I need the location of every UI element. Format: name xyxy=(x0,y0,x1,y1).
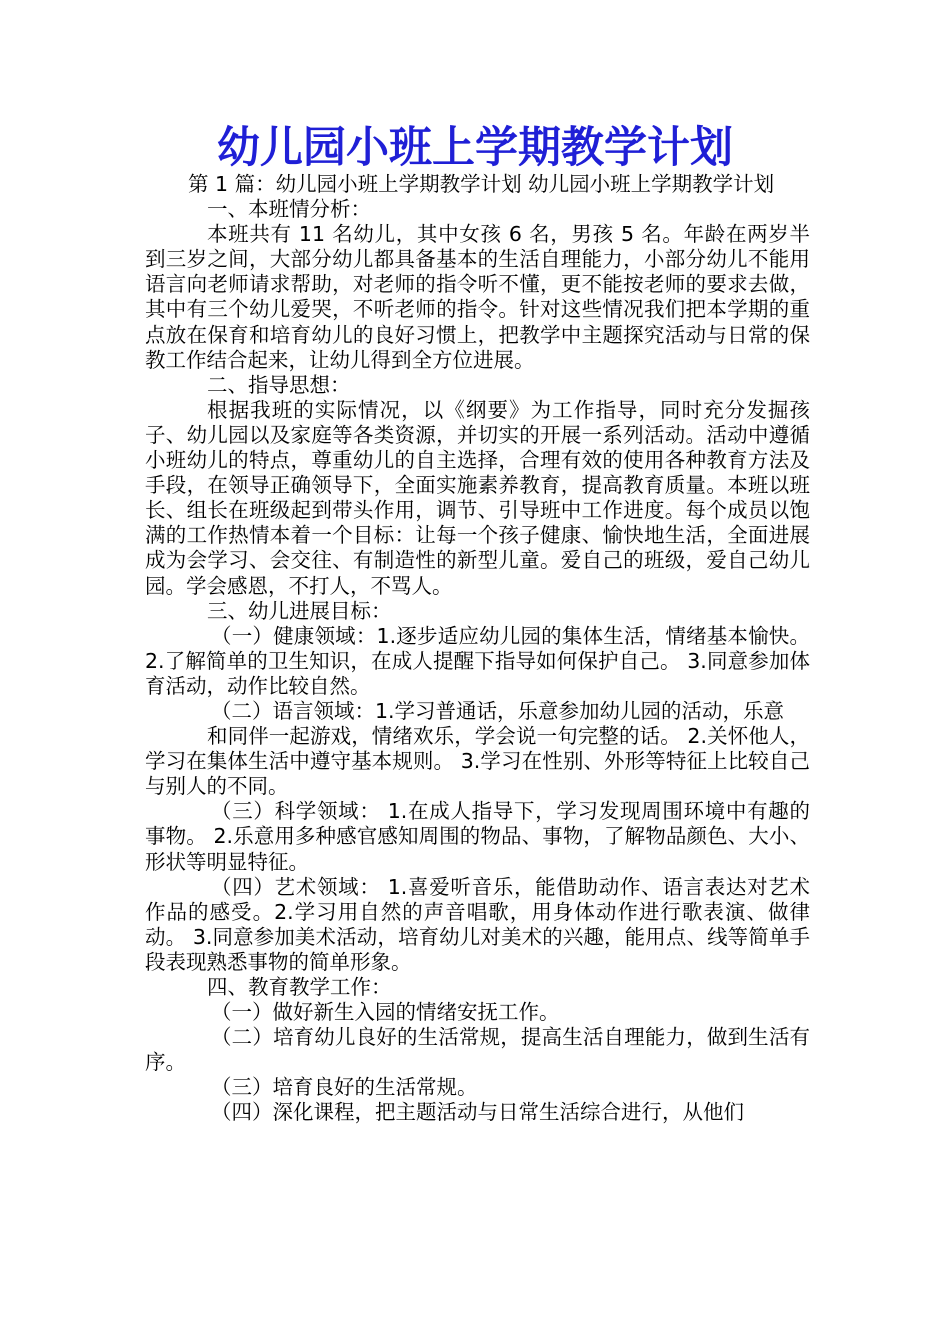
list-item-teaching-2: （二）培育幼儿良好的生活常规，提高生活自理能力，做到生活有序。 xyxy=(145,1025,810,1075)
list-item-teaching-3: （三）培育良好的生活常规。 xyxy=(211,1075,478,1100)
section-heading-part1: 第 1 篇：幼儿园小班上学期教学计划 幼儿园小班上学期教学计划 xyxy=(188,172,775,196)
paragraph-language-domain-cont: 和同伴一起游戏，情绪欢乐，学会说一句完整的话。 2.关怀他人，学习在集体生活中遵守基本规则。 3.学习在性别、外形等特征上比较自己与别人的不同。 xyxy=(145,724,810,799)
section-heading-class-analysis: 一、本班情分析： xyxy=(207,197,371,222)
list-item-teaching-1: （一）做好新生入园的情绪安抚工作。 xyxy=(211,1000,560,1025)
document-title: 幼儿园小班上学期教学计划 xyxy=(217,123,733,173)
paragraph-science-domain: （三）科学领域： 1.在成人指导下，学习发现周围环境中有趣的事物。 2.乐意用多种感官感知周围的物品、事物，了解物品颜色、大小、形状等明显特征。 xyxy=(145,799,810,874)
list-item-teaching-4: （四）深化课程，把主题活动与日常生活综合进行，从他们 xyxy=(211,1100,744,1125)
document-body xyxy=(145,172,810,1126)
section-heading-guiding-ideology: 二、指导思想： xyxy=(207,372,351,397)
paragraph-health-domain: （一）健康领域：1.逐步适应幼儿园的集体生活，情绪基本愉快。2.了解简单的卫生知识，在成人提醒下指导如何保护自己。 3.同意参加体育活动，动作比较自然。 xyxy=(145,623,810,698)
section-heading-development-goals: 三、幼儿进展目标： xyxy=(207,598,392,623)
paragraph-class-analysis: 本班共有 11 名幼儿，其中女孩 6 名，男孩 5 名。年龄在两岁半到三岁之间，大部分幼儿都具备基本的生活自理能力，小部分幼儿不能用语言向老师请求帮助，对老师的指令听不懂，更不能按老师的要求去做，其中有三个幼儿爱哭，不听老师的指令。针对这些情况我们把本学期的重点放在保育和培育幼儿的良好习惯上，把教学中主题探究活动与日常的保教工作结合起来，让幼儿得到全方位进展。 xyxy=(145,222,810,372)
paragraph-guiding-ideology: 根据我班的实际情况，以《纲要》为工作指导，同时充分发掘孩子、幼儿园以及家庭等各类资源，并切实的开展一系列活动。活动中遵循小班幼儿的特点，尊重幼儿的自主选择，合理有效的使用各种教育方法及手段，在领导正确领导下，全面实施素养教育，提高教育质量。本班以班长、组长在班级起到带头作用，调节、引导班中工作进度。每个成员以饱满的工作热情本着一个目标：让每一个孩子健康、愉快地生活，全面进展成为会学习、会交往、有制造性的新型儿童。爱自己的班级，爱自己幼儿园。学会感恩，不打人，不骂人。 xyxy=(145,397,810,598)
section-heading-teaching-work: 四、教育教学工作： xyxy=(207,975,392,999)
paragraph-language-domain: （二）语言领域：1.学习普通话，乐意参加幼儿园的活动，乐意 xyxy=(211,698,785,723)
paragraph-art-domain: （四）艺术领域： 1.喜爱听音乐，能借助动作、语言表达对艺术作品的感受。2.学习用自然的声音唱歌，用身体动作进行歌表演、做律动。 3.同意参加美术活动，培育幼儿对美术的兴趣，能用点、线等简单手段表现熟悉事物的简单形象。 xyxy=(145,874,810,974)
